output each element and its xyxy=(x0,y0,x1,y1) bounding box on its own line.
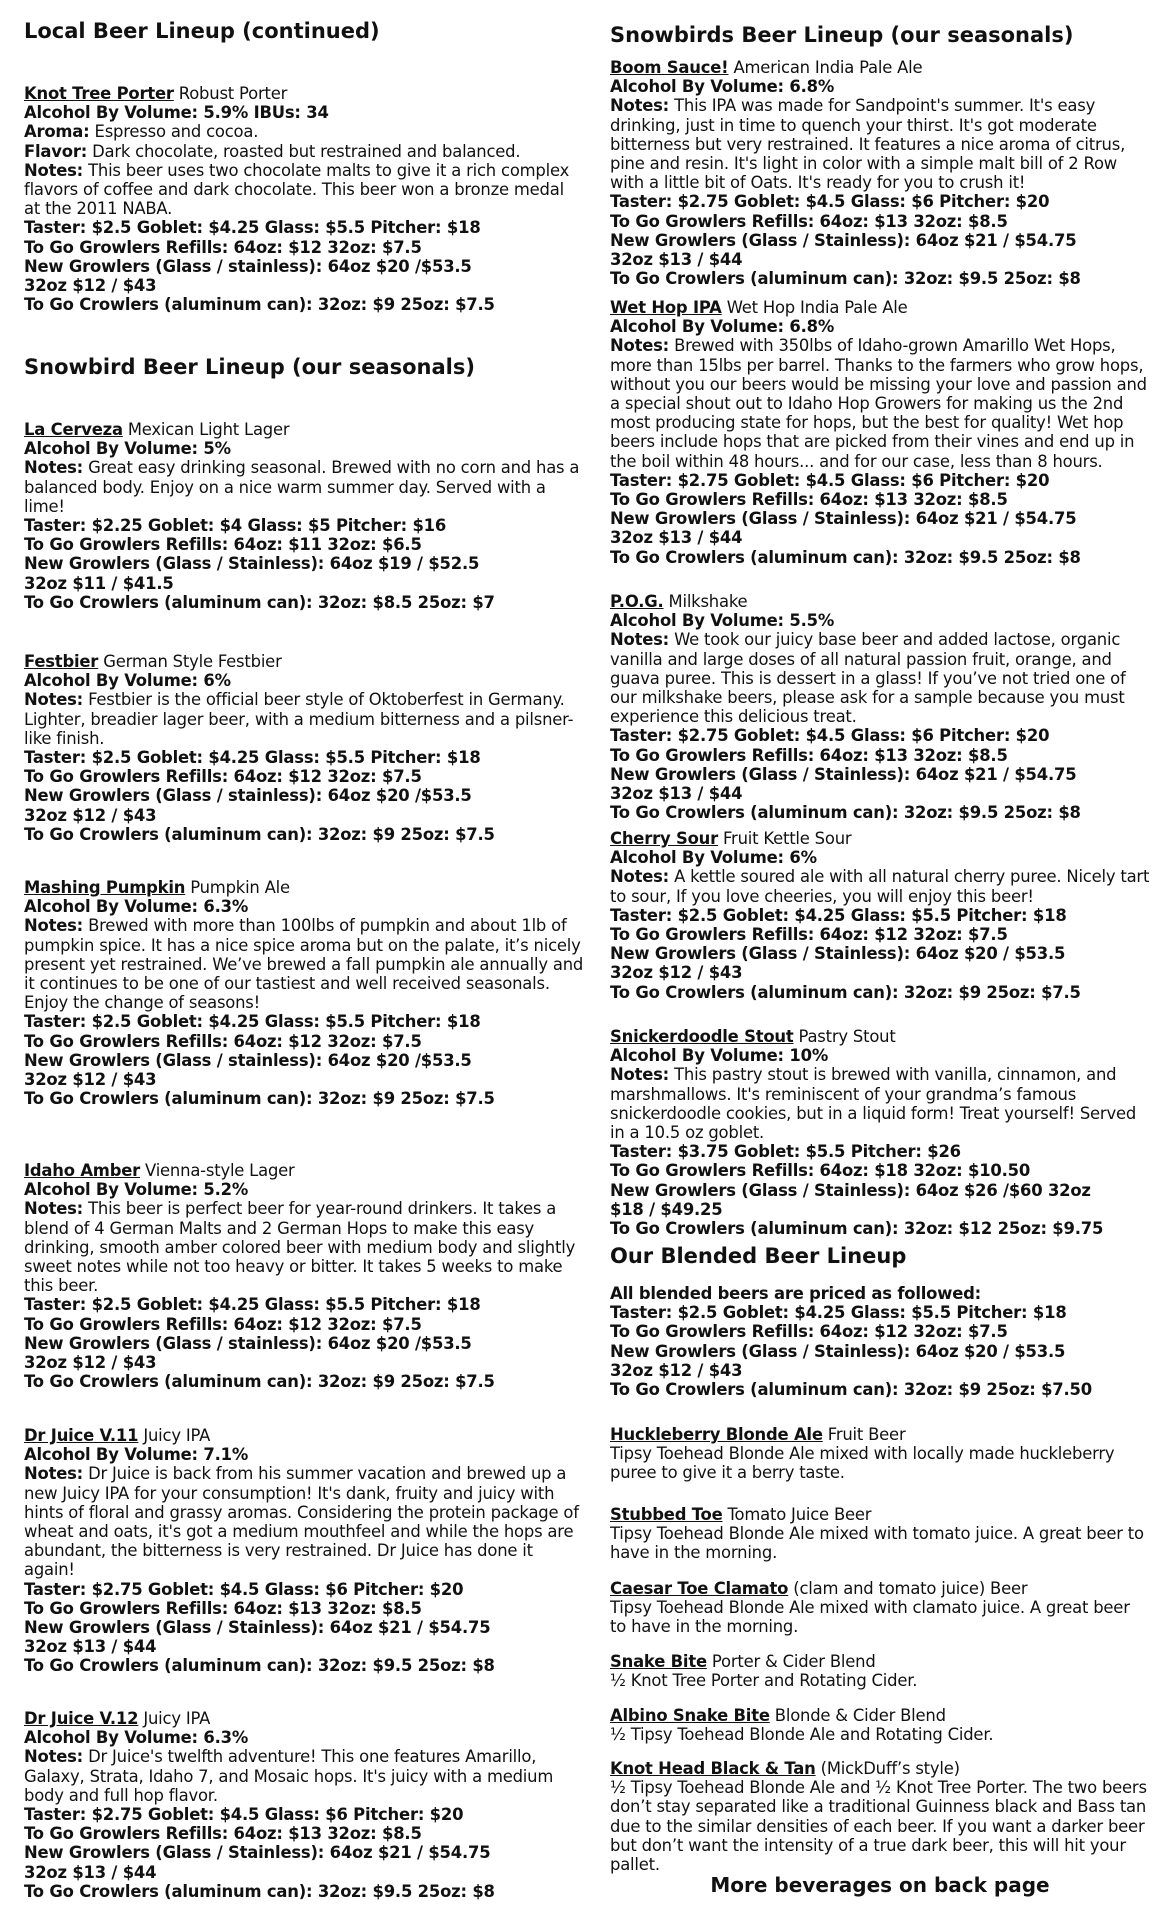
price-growler-refill: To Go Growlers Refills: 64oz: $13 32oz: $8.5 xyxy=(24,1824,422,1844)
blended-pricing-intro: All blended beers are priced as followed: xyxy=(610,1284,981,1303)
price-crowler: To Go Crowlers (aluminum can): 32oz: $9 25oz: $7.5 xyxy=(610,982,1081,1002)
beer-style: Robust Porter xyxy=(178,84,288,103)
blend-description: Tipsy Toehead Blonde Ale mixed with clamato juice. A great beer to have in the morning. xyxy=(610,1598,1130,1637)
beer-style: Mexican Light Lager xyxy=(127,420,290,439)
notes-label: Notes: xyxy=(610,1065,670,1085)
price-crowler: To Go Crowlers (aluminum can): 32oz: $9.5 25oz: $8 xyxy=(610,547,1081,567)
beer-la-cerveza xyxy=(24,420,584,612)
price-serving: Taster: $2.75 Goblet: $4.5 Glass: $6 Pitcher: $20 xyxy=(24,1805,464,1825)
beer-name: Huckleberry Blonde Ale xyxy=(610,1425,823,1444)
price-new-growler-32: 32oz $12 / $43 xyxy=(24,805,157,825)
price-growler-refill: To Go Growlers Refills: 64oz: $12 32oz: $7.5 xyxy=(610,1322,1008,1342)
beer-name: Albino Snake Bite xyxy=(610,1706,770,1725)
notes-text: Festbier is the official beer style of Oktoberfest in Germany. Lighter, breadier lager beer, with a medium bitterness and a pilsner-like finish. xyxy=(24,690,574,748)
beer-style: Porter & Cider Blend xyxy=(711,1652,876,1671)
beer-abv: Alcohol By Volume: 6% xyxy=(24,671,231,691)
notes-text: This IPA was made for Sandpoint's summer. It's easy drinking, just in time to quench your thirst. It's got moderate bitterness but very restrained. It features a nice aroma of citrus, pine and resin. It's light in color with a simple malt bill of 2 Row with a little bit of Oats. It's ready for you to crush it! xyxy=(610,96,1126,193)
beer-name: Snickerdoodle Stout xyxy=(610,1027,794,1046)
price-serving: Taster: $3.75 Goblet: $5.5 Pitcher: $26 xyxy=(610,1142,961,1162)
price-crowler: To Go Crowlers (aluminum can): 32oz: $9 25oz: $7.5 xyxy=(24,1089,495,1109)
beer-name: Snake Bite xyxy=(610,1652,707,1671)
blend-albino-snake-bite xyxy=(610,1706,1150,1744)
beer-style: Fruit Beer xyxy=(827,1425,906,1444)
blend-stubbed-toe xyxy=(610,1505,1150,1563)
notes-text: Dr Juice is back from his summer vacation and brewed up a new Juicy IPA for your consumption! It's dank, fruity and juicy with hints of floral and grassy aromas. Considering the protein package of wheat and oats, it's got a medium mouthfeel and while the hops are abundant, the bitterness is very restrained. Dr Juice has done it again! xyxy=(24,1464,579,1580)
aroma-label: Aroma: xyxy=(24,122,90,142)
beer-style: Juicy IPA xyxy=(143,1426,211,1445)
price-crowler: To Go Crowlers (aluminum can): 32oz: $9 25oz: $7.5 xyxy=(24,295,495,315)
beer-style: Tomato Juice Beer xyxy=(727,1505,872,1524)
price-new-growler: New Growlers (Glass / Stainless): 64oz $21 / $54.75 xyxy=(610,230,1077,250)
notes-text: Brewed with 350lbs of Idaho-grown Amarillo Wet Hops, more than 15lbs per barrel. Thanks to the farmers who grow hops, without you our beers would be missing your love and passion and a special shout out to Idaho Hop Growers for making us the 2nd most producing state for hops, but the best for quality! Wet hop beers include hops that are picked from their vines and end up in the boil within 48 hours... and for our case, less than 8 hours. xyxy=(610,336,1147,471)
flavor-label: Flavor: xyxy=(24,141,88,161)
beer-idaho-amber xyxy=(24,1161,584,1391)
beer-name: Knot Tree Porter xyxy=(24,84,174,103)
price-serving: Taster: $2.5 Goblet: $4.25 Glass: $5.5 Pitcher: $18 xyxy=(24,1295,481,1315)
price-new-growler: New Growlers (Glass / Stainless): 64oz $21 / $54.75 xyxy=(24,1618,491,1638)
beer-abv: Alcohol By Volume: 6.3% xyxy=(24,897,249,917)
price-new-growler-32: 32oz $11 / $41.5 xyxy=(24,573,174,593)
price-serving: Taster: $2.5 Goblet: $4.25 Glass: $5.5 Pitcher: $18 xyxy=(24,218,481,238)
beer-pog xyxy=(610,592,1150,822)
section-title-snowbirds: Snowbirds Beer Lineup (our seasonals) xyxy=(610,23,1074,47)
price-new-growler: New Growlers (Glass / stainless): 64oz $20 /$53.5 xyxy=(24,1050,472,1070)
price-crowler: To Go Crowlers (aluminum can): 32oz: $8.5 25oz: $7 xyxy=(24,592,495,612)
beer-abv: Alcohol By Volume: 6.8% xyxy=(610,317,835,337)
price-new-growler: New Growlers (Glass / Stainless): 64oz $19 / $52.5 xyxy=(24,554,480,574)
notes-text: A kettle soured ale with all natural cherry puree. Nicely tart to sour, If you love cheeries, you will enjoy this beer! xyxy=(610,867,1150,906)
price-serving: Taster: $2.75 Goblet: $4.5 Glass: $6 Pitcher: $20 xyxy=(610,470,1050,490)
beer-style: Pumpkin Ale xyxy=(190,878,290,897)
beer-name: Mashing Pumpkin xyxy=(24,878,186,897)
beer-knot-tree-porter xyxy=(24,84,584,314)
price-growler-refill: To Go Growlers Refills: 64oz: $12 32oz: $7.5 xyxy=(24,767,422,787)
price-new-growler-32: 32oz $12 / $43 xyxy=(610,1360,743,1380)
price-new-growler: New Growlers (Glass / Stainless): 64oz $26 /$60 32oz xyxy=(610,1180,1091,1200)
price-crowler: To Go Crowlers (aluminum can): 32oz: $9.5 25oz: $8 xyxy=(24,1656,495,1676)
blend-description: ½ Tipsy Toehead Blonde Ale and Rotating Cider. xyxy=(610,1725,994,1745)
aroma-text: Espresso and cocoa. xyxy=(94,122,259,142)
price-crowler: To Go Crowlers (aluminum can): 32oz: $9.5 25oz: $8 xyxy=(610,269,1081,289)
beer-abv: Alcohol By Volume: 6.8% xyxy=(610,77,835,97)
beer-style: German Style Festbier xyxy=(103,652,282,671)
price-growler-refill: To Go Growlers Refills: 64oz: $13 32oz: $8.5 xyxy=(24,1598,422,1618)
price-serving: Taster: $2.25 Goblet: $4 Glass: $5 Pitcher: $16 xyxy=(24,516,447,536)
price-growler-refill: To Go Growlers Refills: 64oz: $12 32oz: $7.5 xyxy=(24,1031,422,1051)
price-new-growler-32: 32oz $13 / $44 xyxy=(24,1637,157,1657)
price-growler-refill: To Go Growlers Refills: 64oz: $18 32oz: $10.50 xyxy=(610,1161,1031,1181)
price-new-growler: New Growlers (Glass / Stainless): 64oz $21 / $54.75 xyxy=(610,764,1077,784)
beer-dr-juice-v12 xyxy=(24,1709,584,1901)
price-new-growler: New Growlers (Glass / stainless): 64oz $20 /$53.5 xyxy=(24,1333,472,1353)
price-new-growler: New Growlers (Glass / stainless): 64oz $20 /$53.5 xyxy=(24,786,472,806)
beer-style: Milkshake xyxy=(668,592,748,611)
beer-abv: Alcohol By Volume: 5% xyxy=(24,439,231,459)
price-growler-refill: To Go Growlers Refills: 64oz: $13 32oz: $8.5 xyxy=(610,211,1008,231)
price-crowler: To Go Crowlers (aluminum can): 32oz: $9.5 25oz: $8 xyxy=(610,803,1081,823)
section-title-local: Local Beer Lineup (continued) xyxy=(24,19,380,43)
notes-text: We took our juicy base beer and added lactose, organic vanilla and large doses of all natural passion fruit, orange, and guava puree. This is dessert in a glass! If you’ve not tried one of our milkshake beers, please ask for a sample because you must experience this delicious treat. xyxy=(610,630,1126,727)
price-new-growler-32: 32oz $12 / $43 xyxy=(24,1070,157,1090)
beer-abv: Alcohol By Volume: 10% xyxy=(610,1046,829,1066)
footer-note: More beverages on back page xyxy=(710,1873,1050,1897)
blend-description: Tipsy Toehead Blonde Ale mixed with locally made huckleberry puree to give it a berry taste. xyxy=(610,1444,1115,1483)
notes-label: Notes: xyxy=(24,916,84,936)
price-new-growler-32: 32oz $12 / $43 xyxy=(24,1353,157,1373)
section-title-blended: Our Blended Beer Lineup xyxy=(610,1244,907,1268)
notes-text: This beer is perfect beer for year-round drinkers. It takes a blend of 4 German Malts and 2 German Hops to make this easy drinking, smooth amber colored beer with medium body and slightly sweet notes while not too heavy or bitter. It takes 5 weeks to make this beer. xyxy=(24,1199,576,1296)
notes-label: Notes: xyxy=(610,336,670,356)
blend-description: Tipsy Toehead Blonde Ale mixed with tomato juice. A great beer to have in the morning. xyxy=(610,1524,1144,1563)
beer-name: Wet Hop IPA xyxy=(610,298,722,317)
beer-name: La Cerveza xyxy=(24,420,123,439)
price-serving: Taster: $2.5 Goblet: $4.25 Glass: $5.5 Pitcher: $18 xyxy=(24,748,481,768)
beer-boom-sauce xyxy=(610,58,1150,288)
beer-abv: Alcohol By Volume: 5.9% IBUs: 34 xyxy=(24,103,329,123)
price-serving: Taster: $2.75 Goblet: $4.5 Glass: $6 Pitcher: $20 xyxy=(610,192,1050,212)
beer-name: Boom Sauce! xyxy=(610,58,729,77)
price-serving: Taster: $2.75 Goblet: $4.5 Glass: $6 Pitcher: $20 xyxy=(610,726,1050,746)
price-growler-refill: To Go Growlers Refills: 64oz: $12 32oz: $7.5 xyxy=(24,1314,422,1334)
price-new-growler-32: 32oz $13 / $44 xyxy=(610,528,743,548)
price-crowler: To Go Crowlers (aluminum can): 32oz: $9 25oz: $7.50 xyxy=(610,1380,1092,1400)
price-new-growler-32: 32oz $12 / $43 xyxy=(24,276,157,296)
beer-name: Stubbed Toe xyxy=(610,1505,723,1524)
beer-style: Vienna-style Lager xyxy=(145,1161,295,1180)
notes-label: Notes: xyxy=(24,160,84,180)
notes-label: Notes: xyxy=(24,1747,84,1767)
beer-name: Knot Head Black & Tan xyxy=(610,1759,816,1778)
beer-abv: Alcohol By Volume: 6.3% xyxy=(24,1728,249,1748)
price-new-growler: New Growlers (Glass / Stainless): 64oz $20 / $53.5 xyxy=(610,1341,1066,1361)
beer-style: Fruit Kettle Sour xyxy=(723,829,852,848)
price-new-growler: New Growlers (Glass / Stainless): 64oz $21 / $54.75 xyxy=(24,1843,491,1863)
price-serving: Taster: $2.5 Goblet: $4.25 Glass: $5.5 Pitcher: $18 xyxy=(24,1012,481,1032)
section-title-snowbird: Snowbird Beer Lineup (our seasonals) xyxy=(24,355,475,379)
price-growler-refill: To Go Growlers Refills: 64oz: $13 32oz: $8.5 xyxy=(610,745,1008,765)
beer-style: (MickDuff’s style) xyxy=(820,1759,960,1778)
beer-abv: Alcohol By Volume: 5.2% xyxy=(24,1180,249,1200)
blend-caesar-toe-clamato xyxy=(610,1579,1150,1637)
price-new-growler-32: 32oz $13 / $44 xyxy=(610,784,743,804)
beer-mashing-pumpkin xyxy=(24,878,584,1108)
notes-text: This pastry stout is brewed with vanilla, cinnamon, and marshmallows. It's reminiscent of your grandma’s famous snickerdoodle cookies, but in a liquid form! Treat yourself! Served in a 10.5 oz goblet. xyxy=(610,1065,1137,1143)
flavor-text: Dark chocolate, roasted but restrained and balanced. xyxy=(92,141,521,161)
blended-pricing xyxy=(610,1284,1150,1399)
beer-festbier xyxy=(24,652,584,844)
beer-style: Pastry Stout xyxy=(798,1027,896,1046)
price-crowler: To Go Crowlers (aluminum can): 32oz: $12 25oz: $9.75 xyxy=(610,1219,1104,1239)
price-serving: Taster: $2.5 Goblet: $4.25 Glass: $5.5 Pitcher: $18 xyxy=(610,1303,1067,1323)
price-serving: Taster: $2.5 Goblet: $4.25 Glass: $5.5 Pitcher: $18 xyxy=(610,905,1067,925)
price-new-growler: New Growlers (Glass / Stainless): 64oz $21 / $54.75 xyxy=(610,509,1077,529)
beer-style: Juicy IPA xyxy=(143,1709,211,1728)
blend-huckleberry xyxy=(610,1425,1150,1483)
price-new-growler: New Growlers (Glass / Stainless): 64oz $20 / $53.5 xyxy=(610,944,1066,964)
notes-label: Notes: xyxy=(610,96,670,116)
notes-text: This beer uses two chocolate malts to give it a rich complex flavors of coffee and dark chocolate. This beer won a bronze medal at the 2011 NABA. xyxy=(24,160,570,219)
notes-label: Notes: xyxy=(24,690,84,710)
beer-cherry-sour xyxy=(610,829,1150,1002)
beer-name: Cherry Sour xyxy=(610,829,718,848)
beer-name: Dr Juice V.12 xyxy=(24,1709,139,1728)
notes-label: Notes: xyxy=(24,1199,84,1219)
price-new-growler-32: 32oz $13 / $44 xyxy=(24,1862,157,1882)
beer-name: Festbier xyxy=(24,652,99,671)
beer-dr-juice-v11 xyxy=(24,1426,584,1676)
beer-style: American India Pale Ale xyxy=(733,58,923,77)
beer-style: Wet Hop India Pale Ale xyxy=(726,298,908,317)
beer-wet-hop-ipa xyxy=(610,298,1150,567)
notes-text: Great easy drinking seasonal. Brewed with no corn and has a balanced body. Enjoy on a nice warm summer day. Served with a lime! xyxy=(24,458,580,516)
price-growler-refill: To Go Growlers Refills: 64oz: $13 32oz: $8.5 xyxy=(610,490,1008,510)
notes-label: Notes: xyxy=(24,458,84,478)
beer-style: Blonde & Cider Blend xyxy=(774,1706,946,1725)
blend-knot-head-black-tan xyxy=(610,1759,1150,1874)
price-growler-refill: To Go Growlers Refills: 64oz: $12 32oz: $7.5 xyxy=(24,237,422,257)
beer-style: (clam and tomato juice) Beer xyxy=(793,1579,1028,1598)
notes-text: Dr Juice's twelfth adventure! This one features Amarillo, Galaxy, Strata, Idaho 7, and Mosaic hops. It's juicy with a medium body and full hop flavor. xyxy=(24,1747,554,1805)
price-crowler: To Go Crowlers (aluminum can): 32oz: $9 25oz: $7.5 xyxy=(24,1372,495,1392)
blend-snake-bite xyxy=(610,1652,1150,1690)
beer-snickerdoodle-stout xyxy=(610,1027,1150,1238)
price-new-growler: New Growlers (Glass / stainless): 64oz $20 /$53.5 xyxy=(24,256,472,276)
price-new-growler-32: 32oz $12 / $43 xyxy=(610,963,743,983)
price-crowler: To Go Crowlers (aluminum can): 32oz: $9 25oz: $7.5 xyxy=(24,824,495,844)
price-growler-refill: To Go Growlers Refills: 64oz: $11 32oz: $6.5 xyxy=(24,535,422,555)
price-new-growler-32: $18 / $49.25 xyxy=(610,1199,723,1219)
blend-description: ½ Knot Tree Porter and Rotating Cider. xyxy=(610,1671,918,1691)
price-serving: Taster: $2.75 Goblet: $4.5 Glass: $6 Pitcher: $20 xyxy=(24,1579,464,1599)
notes-label: Notes: xyxy=(24,1464,84,1484)
notes-label: Notes: xyxy=(610,630,670,650)
beer-name: Dr Juice V.11 xyxy=(24,1426,139,1445)
notes-text: Brewed with more than 100lbs of pumpkin and about 1lb of pumpkin spice. It has a nice spice aroma but on the palate, it’s nicely present yet restrained. We’ve brewed a fall pumpkin ale annually and it continues to be one of our tastiest and well received seasonals. Enjoy the change of seasons! xyxy=(24,916,584,1013)
notes-label: Notes: xyxy=(610,867,670,887)
beer-name: Caesar Toe Clamato xyxy=(610,1579,789,1598)
blend-description: ½ Tipsy Toehead Blonde Ale and ½ Knot Tree Porter. The two beers don’t stay separated like a traditional Guinness black and Bass tan due to the similar densities of each beer. If you want a darker beer but don’t want the intensity of a true dark beer, this will hit your pallet. xyxy=(610,1778,1147,1875)
beer-abv: Alcohol By Volume: 7.1% xyxy=(24,1445,249,1465)
price-new-growler-32: 32oz $13 / $44 xyxy=(610,250,743,270)
beer-abv: Alcohol By Volume: 6% xyxy=(610,848,817,868)
beer-abv: Alcohol By Volume: 5.5% xyxy=(610,611,835,631)
price-growler-refill: To Go Growlers Refills: 64oz: $12 32oz: $7.5 xyxy=(610,925,1008,945)
beer-name: P.O.G. xyxy=(610,592,664,611)
price-crowler: To Go Crowlers (aluminum can): 32oz: $9.5 25oz: $8 xyxy=(24,1881,495,1901)
beer-name: Idaho Amber xyxy=(24,1161,141,1180)
